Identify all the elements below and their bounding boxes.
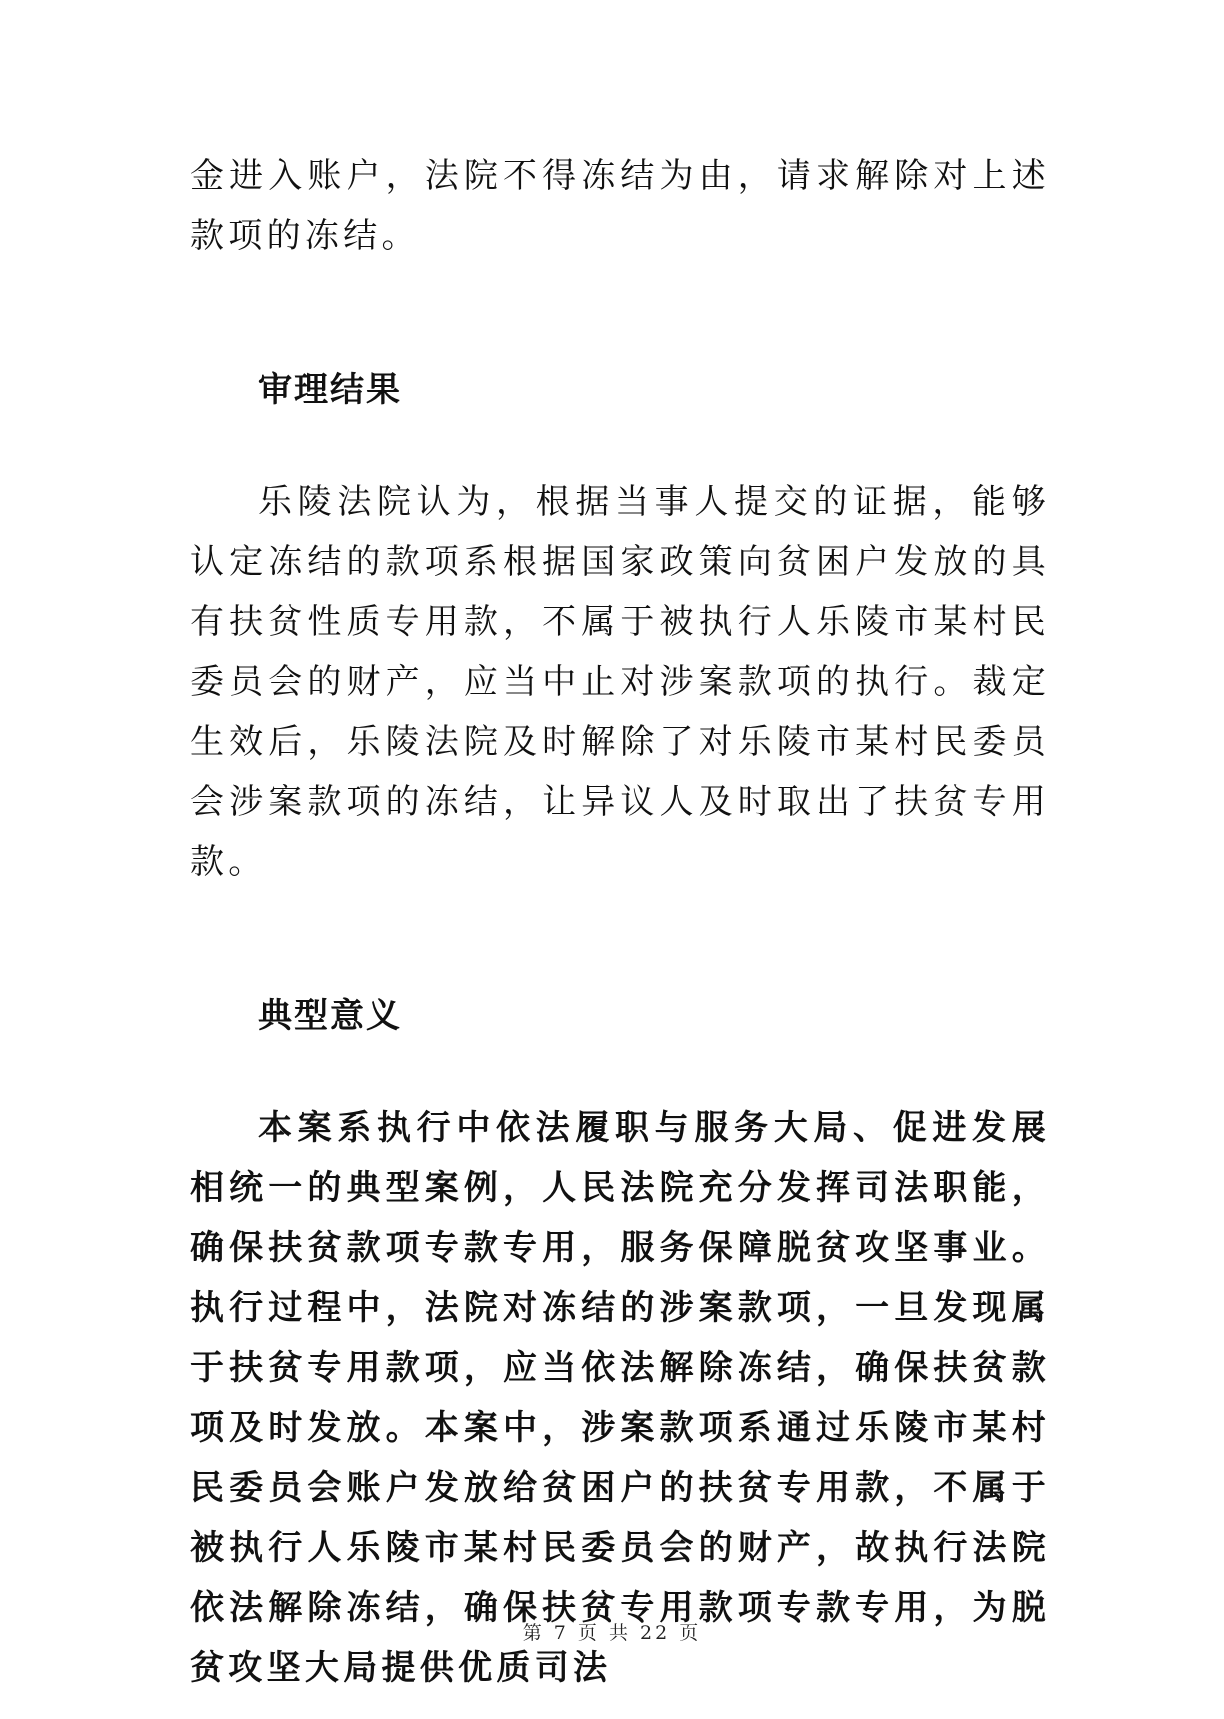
result-paragraph: 乐陵法院认为，根据当事人提交的证据，能够认定冻结的款项系根据国家政策向贫困户发放的具有扶贫性质专用款，不属于被执行人乐陵市某村民委员会的财产，应当中止对涉案款项的执行。裁定生效后，乐陵法院及时解除了对乐陵市某村民委员会涉案款项的冻结，让异议人及时取出了扶贫专用款。 — [190, 482, 1050, 882]
section-heading-result: 审理结果 — [258, 370, 402, 410]
significance-paragraph: 本案系执行中依法履职与服务大局、促进发展相统一的典型案例，人民法院充分发挥司法职能，确保扶贫款项专款专用，服务保障脱贫攻坚事业。执行过程中，法院对冻结的涉案款项，一旦发现属于扶贫专用款项，应当依法解除冻结，确保扶贫款项及时发放。本案中，涉案款项系通过乐陵市某村民委员会账户发放给贫困户的扶贫专用款，不属于被执行人乐陵市某村民委员会的财产，故执行法院依法解除冻结，确保扶贫专用款项专款专用，为脱贫攻坚大局提供优质司法 — [190, 1108, 1050, 1688]
continued-paragraph: 金进入账户，法院不得冻结为由，请求解除对上述款项的冻结。 — [190, 156, 1050, 256]
document-body — [190, 146, 1050, 1698]
section-heading-significance: 典型意义 — [258, 996, 402, 1036]
page-number-footer: 第 7 页 共 22 页 — [522, 1622, 702, 1644]
